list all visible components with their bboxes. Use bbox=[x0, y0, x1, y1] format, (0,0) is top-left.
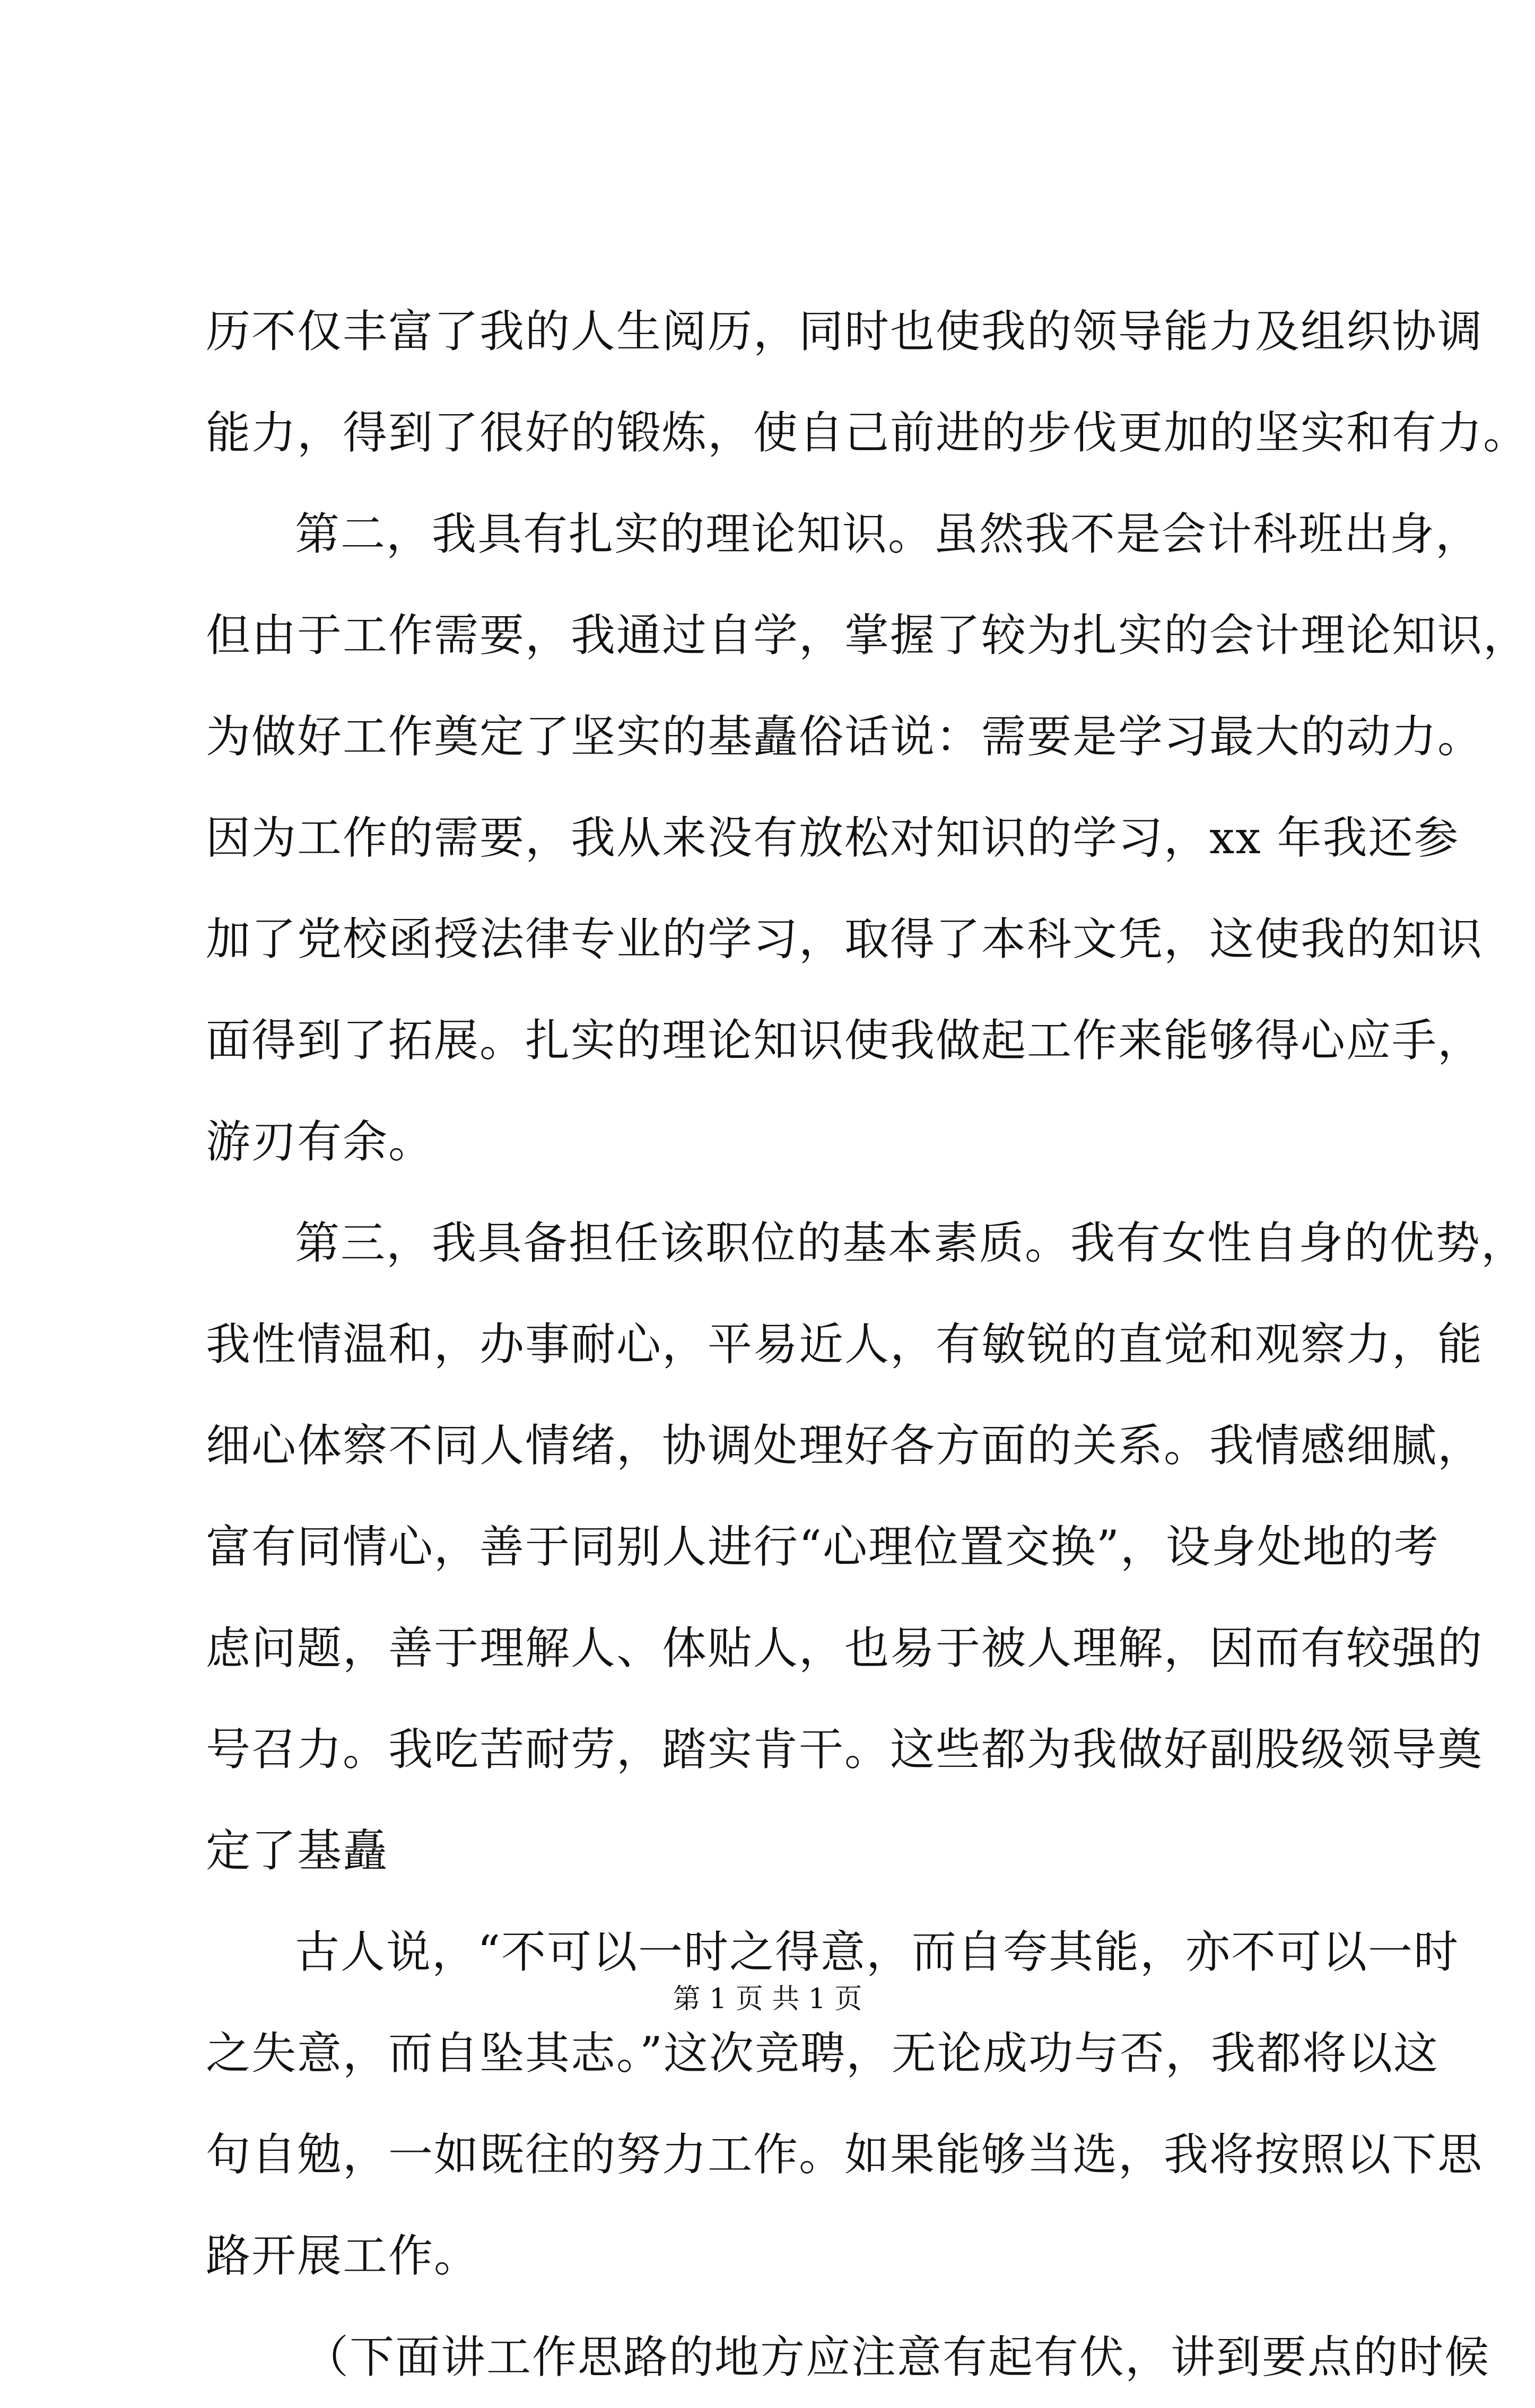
text-line: 我性情温和，办事耐心，平易近人，有敏锐的直觉和观察力，能 bbox=[206, 1318, 1484, 1370]
paragraph-first-line: 古人说，“不可以一时之得意，而自夸其能，亦不可以一时 bbox=[295, 1926, 1459, 1978]
text-line: 游刃有余。 bbox=[206, 1116, 434, 1168]
text-line: 为做好工作奠定了坚实的基矗俗话说：需要是学习最大的动力。 bbox=[206, 711, 1484, 763]
text-line: 但由于工作需要，我通过自学，掌握了较为扎实的会计理论知识， bbox=[206, 609, 1529, 661]
text-line: 能力，得到了很好的锻炼，使自己前进的步伐更加的坚实和有力。 bbox=[206, 407, 1529, 459]
text-line: 富有同情心，善于同别人进行“心理位置交换”，设身处地的考 bbox=[206, 1521, 1440, 1573]
document-body bbox=[206, 281, 1529, 2408]
text-line: 号召力。我吃苦耐劳，踏实肯干。这些都为我做好副股级领导奠 bbox=[206, 1723, 1484, 1775]
text-line: 加了党校函授法律专业的学习，取得了本科文凭，这使我的知识 bbox=[206, 913, 1484, 965]
text-line: 句自勉，一如既往的努力工作。如果能够当选，我将按照以下思 bbox=[206, 2129, 1484, 2181]
paragraph-first-line: 第三，我具备担任该职位的基本素质。我有女性自身的优势， bbox=[295, 1217, 1527, 1269]
paragraph-first-line: （下面讲工作思路的地方应注意有起有伏，讲到要点的时候 bbox=[304, 2331, 1490, 2383]
text-line: 路开展工作。 bbox=[206, 2230, 480, 2282]
page-number-label: 第 1 页 共 1 页 bbox=[673, 1983, 862, 2015]
text-line: 定了基矗 bbox=[206, 1825, 389, 1877]
text-line: 因为工作的需要，我从来没有放松对知识的学习，xx 年我还参 bbox=[206, 812, 1460, 864]
page-footer bbox=[0, 1981, 1535, 2018]
text-line: 虑问题，善于理解人、体贴人，也易于被人理解，因而有较强的 bbox=[206, 1622, 1484, 1674]
text-line: 之失意，而自坠其志。”这次竞聘，无论成功与否，我都将以这 bbox=[206, 2027, 1439, 2079]
text-line: 历不仅丰富了我的人生阅历，同时也使我的领导能力及组织协调 bbox=[206, 305, 1484, 357]
paragraph-first-line: 第二，我具有扎实的理论知识。虽然我不是会计科班出身， bbox=[295, 508, 1481, 560]
text-line: 细心体察不同人情绪，协调处理好各方面的关系。我情感细腻， bbox=[206, 1420, 1484, 1472]
text-line: 面得到了拓展。扎实的理论知识使我做起工作来能够得心应手， bbox=[206, 1014, 1484, 1066]
